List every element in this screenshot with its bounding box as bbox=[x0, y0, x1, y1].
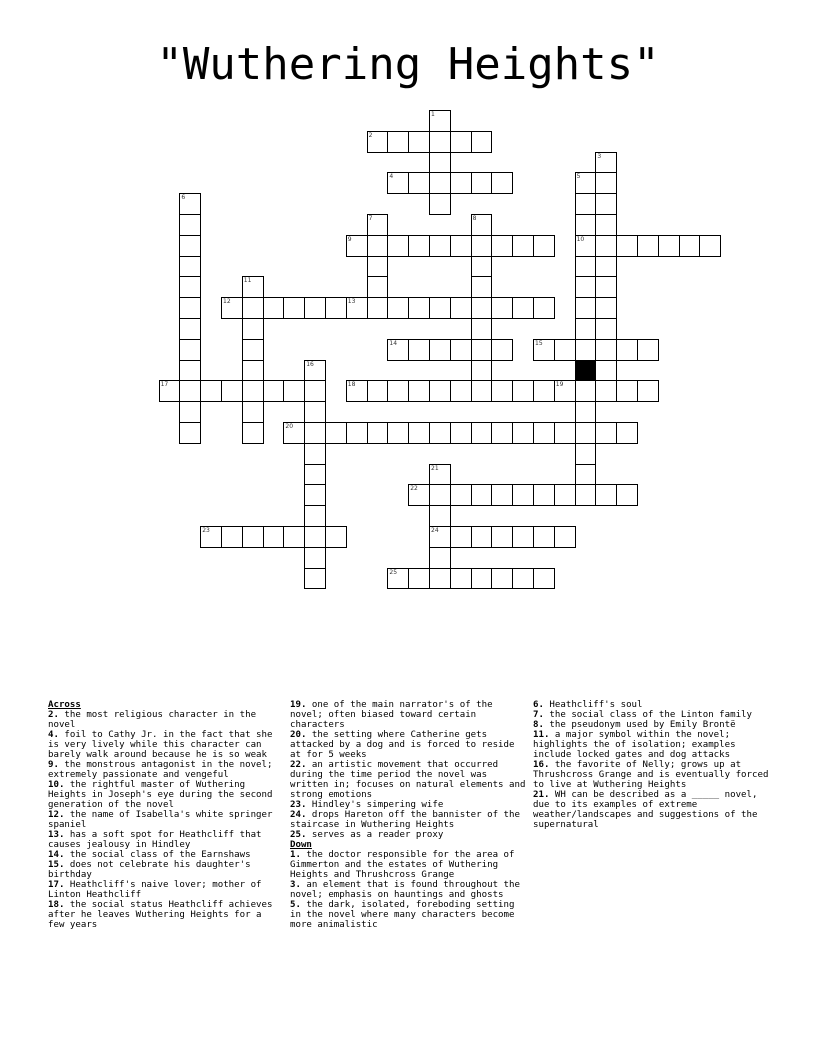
clue-number: 17. bbox=[48, 880, 65, 890]
clue-text: an element that is found throughout the novel; emphasis on hauntings and ghosts bbox=[290, 880, 520, 900]
crossword-cell[interactable] bbox=[408, 339, 430, 361]
crossword-cell[interactable] bbox=[179, 235, 201, 257]
crossword-cell[interactable] bbox=[429, 505, 451, 527]
clue-text: one of the main narrator's of the novel; often biased toward certain characters bbox=[290, 700, 493, 730]
crossword-cell[interactable] bbox=[575, 339, 597, 361]
crossword-cell[interactable] bbox=[283, 297, 305, 319]
crossword-cell[interactable] bbox=[367, 235, 389, 257]
clues-column-1 bbox=[48, 700, 280, 930]
crossword-cell[interactable] bbox=[595, 152, 617, 174]
crossword-cell[interactable] bbox=[512, 297, 534, 319]
crossword-cell[interactable] bbox=[491, 484, 513, 506]
crossword-cell[interactable] bbox=[242, 401, 264, 423]
crossword-cell[interactable] bbox=[429, 172, 451, 194]
crossword-cell[interactable] bbox=[533, 568, 555, 590]
crossword-cell[interactable] bbox=[575, 318, 597, 340]
clues-column-3 bbox=[533, 700, 771, 830]
clue-number: 6. bbox=[533, 700, 544, 710]
crossword-cell[interactable] bbox=[387, 131, 409, 153]
crossword-cell[interactable] bbox=[429, 422, 451, 444]
down-clue bbox=[533, 700, 771, 710]
crossword-cell[interactable] bbox=[429, 193, 451, 215]
crossword-cell[interactable] bbox=[304, 464, 326, 486]
crossword-cell[interactable] bbox=[283, 526, 305, 548]
crossword-cell[interactable] bbox=[471, 256, 493, 278]
across-clue bbox=[48, 710, 280, 730]
clue-text: the social class of the Linton family bbox=[543, 710, 752, 720]
crossword-cell[interactable] bbox=[575, 401, 597, 423]
crossword-cell[interactable] bbox=[325, 422, 347, 444]
clue-number: 9 bbox=[347, 235, 352, 243]
clue-number: 10 bbox=[576, 235, 585, 243]
crossword-cell[interactable] bbox=[471, 131, 493, 153]
across-clue bbox=[48, 810, 280, 830]
crossword-cell[interactable] bbox=[450, 568, 472, 590]
crossword-cell[interactable] bbox=[471, 568, 493, 590]
crossword-cell[interactable] bbox=[575, 193, 597, 215]
crossword-cell[interactable] bbox=[512, 568, 534, 590]
crossword-cell[interactable] bbox=[387, 339, 409, 361]
crossword-cell[interactable] bbox=[179, 193, 201, 215]
clue-text: Hindley's simpering wife bbox=[306, 800, 444, 810]
clue-number: 16. bbox=[533, 760, 550, 770]
clue-number: 24. bbox=[290, 810, 307, 820]
clue-text: serves as a reader proxy bbox=[306, 830, 444, 840]
clue-number: 23. bbox=[290, 800, 307, 810]
clue-number: 20. bbox=[290, 730, 307, 740]
down-clue bbox=[533, 790, 771, 830]
crossword-cell[interactable] bbox=[554, 484, 576, 506]
crossword-cell[interactable] bbox=[616, 235, 638, 257]
crossword-cell[interactable] bbox=[429, 484, 451, 506]
crossword-cell[interactable] bbox=[533, 380, 555, 402]
clue-text: the doctor responsible for the area of Gimmerton and the estates of Wuthering Heights and Thrushcross Grange bbox=[290, 850, 515, 880]
crossword-cell[interactable] bbox=[346, 297, 368, 319]
crossword-cell[interactable] bbox=[304, 547, 326, 569]
clue-number: 6 bbox=[181, 194, 186, 202]
clue-number: 12 bbox=[223, 298, 231, 306]
crossword-cell[interactable] bbox=[387, 235, 409, 257]
clue-number: 14. bbox=[48, 850, 65, 860]
clues-column-2 bbox=[290, 700, 528, 930]
clue-number: 18. bbox=[48, 900, 65, 910]
crossword-cell[interactable] bbox=[283, 380, 305, 402]
clue-number: 11 bbox=[243, 277, 252, 285]
crossword-cell[interactable] bbox=[595, 380, 617, 402]
crossword-cell[interactable] bbox=[595, 235, 617, 257]
crossword-cell[interactable] bbox=[512, 422, 534, 444]
clue-text: the favorite of Nelly; grows up at Thrushcross Grange and is eventually forced to live at Wuthering Heights bbox=[533, 760, 769, 790]
clue-number: 3 bbox=[597, 152, 602, 160]
crossword-cell[interactable] bbox=[304, 422, 326, 444]
across-clue bbox=[48, 830, 280, 850]
clue-number: 12. bbox=[48, 810, 65, 820]
crossword-cell[interactable] bbox=[242, 297, 264, 319]
clue-text: WH can be described as a _____ novel, due to its examples of extreme weather/landscapes and suggestions of the supernatural bbox=[533, 790, 758, 830]
clue-number: 22 bbox=[410, 485, 418, 493]
crossword-cell[interactable] bbox=[408, 380, 430, 402]
crossword-cell[interactable] bbox=[429, 547, 451, 569]
clue-number: 5. bbox=[290, 900, 301, 910]
clue-text: the monstrous antagonist in the novel; extremely passionate and vengeful bbox=[48, 760, 273, 780]
crossword-cell[interactable] bbox=[179, 360, 201, 382]
crossword-cell[interactable] bbox=[429, 110, 451, 132]
clue-text: the most religious character in the novel bbox=[48, 710, 257, 730]
crossword-cell[interactable] bbox=[346, 235, 368, 257]
crossword-cell[interactable] bbox=[408, 484, 430, 506]
clue-number: 4. bbox=[48, 730, 59, 740]
crossword-cell[interactable] bbox=[491, 568, 513, 590]
across-clue bbox=[48, 880, 280, 900]
crossword-cell[interactable] bbox=[616, 422, 638, 444]
clue-text: the dark, isolated, foreboding setting in the novel where many characters become more animalistic bbox=[290, 900, 515, 930]
clue-text: foil to Cathy Jr. in the fact that she is very lively while this character can barely walk around because he is so weak bbox=[48, 730, 273, 760]
crossword-cell[interactable] bbox=[512, 380, 534, 402]
clue-text: the pseudonym used by Emily Brontë bbox=[543, 720, 736, 730]
clue-text: the setting where Catherine gets attacked by a dog and is forced to reside at for 5 weeks bbox=[290, 730, 515, 760]
crossword-cell[interactable] bbox=[179, 318, 201, 340]
crossword-cell[interactable] bbox=[304, 443, 326, 465]
crossword-cell[interactable] bbox=[263, 380, 285, 402]
clue-number: 7 bbox=[368, 215, 373, 222]
crossword-cell[interactable] bbox=[450, 339, 472, 361]
across-clue bbox=[48, 860, 280, 880]
crossword-cell[interactable] bbox=[346, 422, 368, 444]
crossword-cell[interactable] bbox=[367, 276, 389, 298]
crossword-cell[interactable] bbox=[595, 422, 617, 444]
clue-text: an artistic movement that occurred during the time period the novel was written in; focuses on natural elements and strong emotions bbox=[290, 760, 526, 800]
crossword-cell[interactable] bbox=[221, 380, 243, 402]
crossword-cell[interactable] bbox=[471, 235, 493, 257]
crossword-cell[interactable] bbox=[179, 297, 201, 319]
clue-number: 17 bbox=[160, 381, 169, 389]
crossword-cell[interactable] bbox=[491, 235, 513, 257]
clue-number: 7. bbox=[533, 710, 544, 720]
crossword-cell[interactable] bbox=[242, 380, 264, 402]
crossword-cell[interactable] bbox=[408, 172, 430, 194]
clue-text: the social status Heathcliff achieves after he leaves Wuthering Heights for a few years bbox=[48, 900, 273, 930]
crossword-cell[interactable] bbox=[367, 131, 389, 153]
crossword-cell[interactable] bbox=[304, 401, 326, 423]
crossword-cell[interactable] bbox=[304, 505, 326, 527]
crossword-cell[interactable] bbox=[367, 214, 389, 236]
crossword-cell[interactable] bbox=[429, 131, 451, 153]
down-header: Down bbox=[290, 840, 312, 850]
crossword-cell[interactable] bbox=[575, 422, 597, 444]
clue-text: Heathcliff's naive lover; mother of Linton Heathcliff bbox=[48, 880, 262, 900]
crossword-cell[interactable] bbox=[367, 297, 389, 319]
black-square bbox=[575, 360, 597, 382]
crossword-cell[interactable] bbox=[387, 568, 409, 590]
clue-number: 19 bbox=[555, 381, 564, 389]
clue-number: 21 bbox=[431, 464, 439, 472]
crossword-cell[interactable] bbox=[387, 172, 409, 194]
crossword-cell[interactable] bbox=[471, 297, 493, 319]
crossword-cell[interactable] bbox=[595, 256, 617, 278]
crossword-cell[interactable] bbox=[242, 276, 264, 298]
crossword-cell[interactable] bbox=[637, 339, 659, 361]
crossword-cell[interactable] bbox=[512, 484, 534, 506]
crossword-cell[interactable] bbox=[200, 380, 222, 402]
crossword-cell[interactable] bbox=[491, 339, 513, 361]
crossword-cell[interactable] bbox=[263, 526, 285, 548]
crossword-cell[interactable] bbox=[429, 380, 451, 402]
crossword-cell[interactable] bbox=[533, 235, 555, 257]
crossword-cell[interactable] bbox=[595, 339, 617, 361]
clue-number: 25. bbox=[290, 830, 307, 840]
crossword-cell[interactable] bbox=[575, 484, 597, 506]
crossword-cell[interactable] bbox=[367, 256, 389, 278]
crossword-cell[interactable] bbox=[325, 526, 347, 548]
crossword-cell[interactable] bbox=[471, 276, 493, 298]
crossword-cell[interactable] bbox=[304, 526, 326, 548]
across-header: Across bbox=[48, 700, 81, 710]
crossword-cell[interactable] bbox=[242, 360, 264, 382]
clue-number: 23 bbox=[202, 527, 210, 534]
crossword-cell[interactable] bbox=[575, 256, 597, 278]
clue-number: 22. bbox=[290, 760, 307, 770]
crossword-cell[interactable] bbox=[200, 526, 222, 548]
crossword-cell[interactable] bbox=[387, 380, 409, 402]
clue-text: has a soft spot for Heathcliff that causes jealousy in Hindley bbox=[48, 830, 262, 850]
clue-number: 1. bbox=[290, 850, 301, 860]
crossword-cell[interactable] bbox=[367, 422, 389, 444]
crossword-cell[interactable] bbox=[595, 484, 617, 506]
crossword-cell[interactable] bbox=[429, 152, 451, 174]
crossword-cell[interactable] bbox=[491, 380, 513, 402]
crossword-cell[interactable] bbox=[387, 297, 409, 319]
crossword-cell[interactable] bbox=[179, 339, 201, 361]
crossword-cell[interactable] bbox=[616, 339, 638, 361]
clue-number: 21. bbox=[533, 790, 550, 800]
crossword-cell[interactable] bbox=[429, 339, 451, 361]
crossword-cell[interactable] bbox=[450, 131, 472, 153]
clue-number: 24 bbox=[431, 527, 439, 534]
clue-number: 18 bbox=[347, 381, 356, 389]
across-clue bbox=[48, 900, 280, 930]
crossword-cell[interactable] bbox=[679, 235, 701, 257]
crossword-cell[interactable] bbox=[408, 422, 430, 444]
clue-number: 5 bbox=[576, 173, 581, 181]
crossword-cell[interactable] bbox=[491, 422, 513, 444]
crossword-cell[interactable] bbox=[491, 172, 513, 194]
across-clue bbox=[290, 800, 528, 810]
crossword-cell[interactable] bbox=[595, 193, 617, 215]
clue-number: 4 bbox=[389, 173, 394, 181]
down-clue bbox=[533, 730, 771, 760]
clue-text: a major symbol within the novel; highlights the of isolation; examples include locked gates and dog attacks bbox=[533, 730, 736, 760]
crossword-cell[interactable] bbox=[575, 464, 597, 486]
crossword-cell[interactable] bbox=[179, 380, 201, 402]
crossword-cell[interactable] bbox=[242, 339, 264, 361]
crossword-cell[interactable] bbox=[450, 297, 472, 319]
clue-number: 20 bbox=[285, 423, 294, 430]
crossword-cell[interactable] bbox=[429, 235, 451, 257]
crossword-cell[interactable] bbox=[304, 297, 326, 319]
crossword-cell[interactable] bbox=[471, 380, 493, 402]
clue-number: 15. bbox=[48, 860, 65, 870]
clue-number: 11. bbox=[533, 730, 550, 740]
down-clue bbox=[533, 720, 771, 730]
crossword-cell[interactable] bbox=[471, 422, 493, 444]
crossword-cell[interactable] bbox=[408, 131, 430, 153]
crossword-cell[interactable] bbox=[179, 401, 201, 423]
across-clue bbox=[290, 700, 528, 730]
crossword-cell[interactable] bbox=[179, 214, 201, 236]
crossword-cell[interactable] bbox=[179, 422, 201, 444]
crossword-cell[interactable] bbox=[450, 235, 472, 257]
crossword-cell[interactable] bbox=[491, 526, 513, 548]
crossword-cell[interactable] bbox=[221, 526, 243, 548]
across-clue bbox=[290, 830, 528, 840]
crossword-cell[interactable] bbox=[554, 339, 576, 361]
crossword-cell[interactable] bbox=[471, 526, 493, 548]
crossword-cell[interactable] bbox=[575, 380, 597, 402]
crossword-cell[interactable] bbox=[595, 276, 617, 298]
crossword-cell[interactable] bbox=[595, 297, 617, 319]
crossword-cell[interactable] bbox=[616, 484, 638, 506]
clue-number: 9. bbox=[48, 760, 59, 770]
crossword-cell[interactable] bbox=[304, 360, 326, 382]
across-clue bbox=[290, 760, 528, 800]
crossword-cell[interactable] bbox=[616, 380, 638, 402]
crossword-cell[interactable] bbox=[491, 297, 513, 319]
crossword-cell[interactable] bbox=[554, 526, 576, 548]
crossword-cell[interactable] bbox=[533, 297, 555, 319]
page-title: "Wuthering Heights" bbox=[156, 39, 660, 90]
crossword-cell[interactable] bbox=[450, 422, 472, 444]
crossword-cell[interactable] bbox=[471, 360, 493, 382]
clue-number: 15 bbox=[535, 339, 543, 347]
crossword-cell[interactable] bbox=[429, 297, 451, 319]
crossword-cell[interactable] bbox=[408, 235, 430, 257]
crossword-cell[interactable] bbox=[450, 380, 472, 402]
crossword-cell[interactable] bbox=[450, 172, 472, 194]
crossword-cell[interactable] bbox=[179, 276, 201, 298]
crossword-cell[interactable] bbox=[408, 297, 430, 319]
crossword-cell[interactable] bbox=[575, 297, 597, 319]
crossword-cell[interactable] bbox=[533, 422, 555, 444]
crossword-cell[interactable] bbox=[471, 339, 493, 361]
down-clue bbox=[290, 880, 528, 900]
clue-number: 2 bbox=[368, 131, 373, 139]
crossword-cell[interactable] bbox=[429, 464, 451, 486]
crossword-cell[interactable] bbox=[637, 235, 659, 257]
crossword-cell[interactable] bbox=[304, 380, 326, 402]
crossword-cell[interactable] bbox=[450, 484, 472, 506]
clue-text: drops Hareton off the bannister of the staircase in Wuthering Heights bbox=[290, 810, 520, 830]
crossword-cell[interactable] bbox=[429, 568, 451, 590]
across-clue bbox=[48, 760, 280, 780]
crossword-cell[interactable] bbox=[595, 360, 617, 382]
crossword-cell[interactable] bbox=[242, 526, 264, 548]
clue-text: the social class of the Earnshaws bbox=[64, 850, 251, 860]
crossword-cell[interactable] bbox=[699, 235, 721, 257]
crossword-cell[interactable] bbox=[554, 380, 576, 402]
crossword-cell[interactable] bbox=[159, 380, 181, 402]
crossword-cell[interactable] bbox=[429, 526, 451, 548]
crossword-cell[interactable] bbox=[471, 214, 493, 236]
crossword-cell[interactable] bbox=[387, 422, 409, 444]
clue-number: 13 bbox=[347, 298, 356, 306]
crossword-cell[interactable] bbox=[263, 297, 285, 319]
across-clue bbox=[48, 780, 280, 810]
crossword-cell[interactable] bbox=[512, 235, 534, 257]
down-clue bbox=[533, 760, 771, 790]
clue-text: does not celebrate his daughter's birthday bbox=[48, 860, 251, 880]
crossword-cell[interactable] bbox=[471, 172, 493, 194]
clue-number: 14 bbox=[389, 339, 398, 347]
crossword-cell[interactable] bbox=[575, 214, 597, 236]
clue-text: the name of Isabella's white springer spaniel bbox=[48, 810, 273, 830]
down-clue bbox=[533, 710, 771, 720]
clue-number: 19. bbox=[290, 700, 307, 710]
crossword-cell[interactable] bbox=[575, 235, 597, 257]
crossword-cell[interactable] bbox=[533, 484, 555, 506]
clue-number: 2. bbox=[48, 710, 59, 720]
crossword-cell[interactable] bbox=[575, 172, 597, 194]
clue-number: 13. bbox=[48, 830, 65, 840]
clue-number: 10. bbox=[48, 780, 65, 790]
crossword-cell[interactable] bbox=[512, 526, 534, 548]
crossword-cell[interactable] bbox=[595, 318, 617, 340]
crossword-cell[interactable] bbox=[575, 276, 597, 298]
crossword-cell[interactable] bbox=[408, 568, 430, 590]
crossword-cell[interactable] bbox=[283, 422, 305, 444]
down-clue bbox=[290, 900, 528, 930]
across-clue bbox=[48, 730, 280, 760]
crossword-cell[interactable] bbox=[471, 484, 493, 506]
crossword-cell[interactable] bbox=[304, 568, 326, 590]
crossword-cell[interactable] bbox=[221, 297, 243, 319]
clue-number: 16 bbox=[306, 360, 314, 368]
crossword-cell[interactable] bbox=[242, 422, 264, 444]
crossword-cell[interactable] bbox=[575, 443, 597, 465]
clue-number: 25 bbox=[389, 568, 398, 576]
across-clue bbox=[290, 810, 528, 830]
clue-number: 1 bbox=[431, 111, 435, 118]
crossword-cell[interactable] bbox=[595, 214, 617, 236]
crossword-cell[interactable] bbox=[304, 484, 326, 506]
crossword-cell[interactable] bbox=[367, 380, 389, 402]
crossword-cell[interactable] bbox=[471, 318, 493, 340]
crossword-cell[interactable] bbox=[658, 235, 680, 257]
across-clue bbox=[290, 730, 528, 760]
crossword-cell[interactable] bbox=[595, 172, 617, 194]
crossword-cell[interactable] bbox=[554, 422, 576, 444]
crossword-cell[interactable] bbox=[346, 380, 368, 402]
crossword-cell[interactable] bbox=[533, 526, 555, 548]
clue-text: the rightful master of Wuthering Heights in Joseph's eye during the second generation of the novel bbox=[48, 780, 273, 810]
clue-text: Heathcliff's soul bbox=[543, 700, 643, 710]
down-clue bbox=[290, 850, 528, 880]
crossword-cell[interactable] bbox=[637, 380, 659, 402]
clue-number: 8. bbox=[533, 720, 544, 730]
crossword-cell[interactable] bbox=[533, 339, 555, 361]
clue-number: 3. bbox=[290, 880, 301, 890]
crossword-cell[interactable] bbox=[242, 318, 264, 340]
crossword-cell[interactable] bbox=[179, 256, 201, 278]
across-clue bbox=[48, 850, 280, 860]
clue-number: 8 bbox=[472, 215, 477, 222]
crossword-cell[interactable] bbox=[325, 297, 347, 319]
crossword-cell[interactable] bbox=[450, 526, 472, 548]
